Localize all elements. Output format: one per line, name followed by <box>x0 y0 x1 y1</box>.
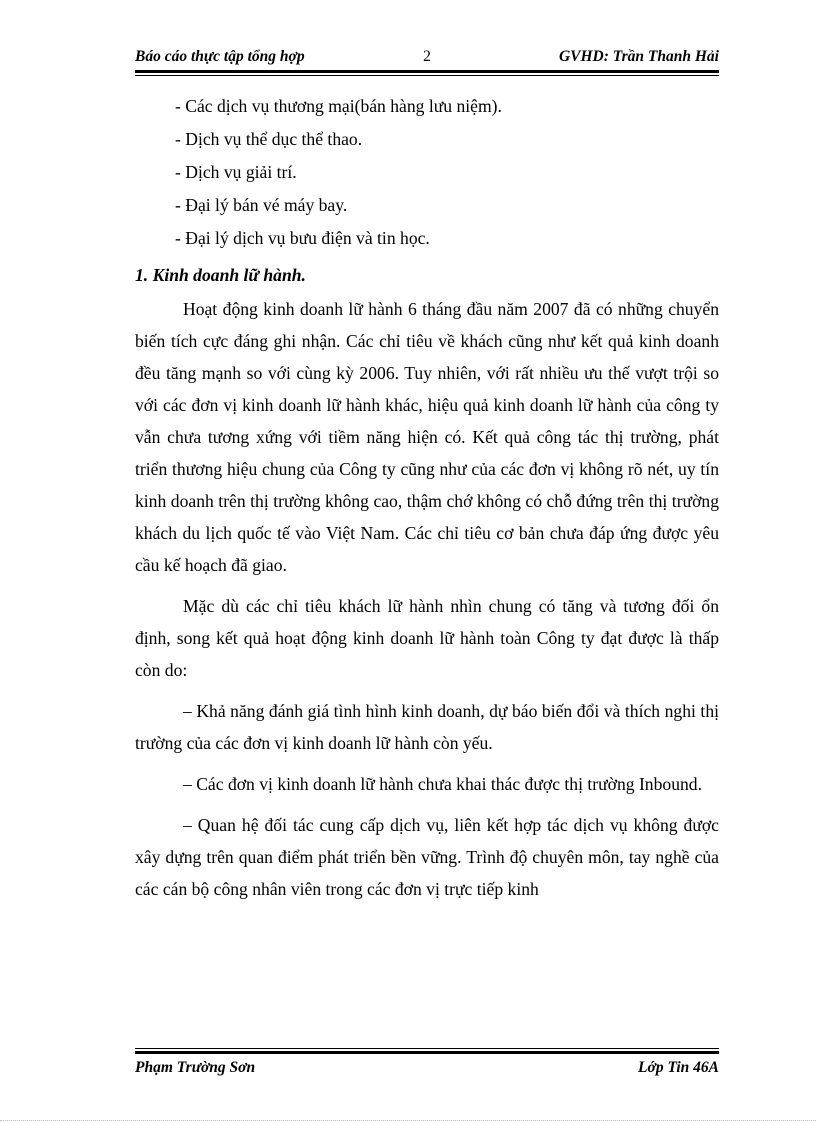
page-body <box>135 90 719 914</box>
paragraph: Mặc dù các chỉ tiêu khách lữ hành nhìn chung có tăng và tương đối ổn định, song kết quả hoạt động kinh doanh lữ hành toàn Công ty đạt được là thấp còn do: <box>135 596 719 680</box>
header-supervisor: GVHD: Trần Thanh Hải <box>558 48 719 65</box>
paragraph: – Quan hệ đối tác cung cấp dịch vụ, liên kết hợp tác dịch vụ không được xây dựng trên quan điểm phát triển bền vững. Trình độ chuyên môn, tay nghề của các cán bộ công nhân viên trong các đơn vị trực tiếp kinh <box>135 815 719 899</box>
bullet-item: - Đại lý bán vé máy bay. <box>175 195 348 215</box>
paragraph: – Các đơn vị kinh doanh lữ hành chưa khai thác được thị trường Inbound. <box>183 774 702 794</box>
section-heading: 1. Kinh doanh lữ hành. <box>135 265 306 285</box>
page-edge-divider <box>0 1120 816 1121</box>
footer-class: Lớp Tin 46A <box>638 1059 719 1076</box>
header-report-title: Báo cáo thực tập tổng hợp <box>135 48 305 65</box>
bullet-item: - Các dịch vụ thương mại(bán hàng lưu niệm). <box>175 96 502 116</box>
page-header <box>135 48 719 70</box>
paragraph: – Khả năng đánh giá tình hình kinh doanh, dự báo biến đổi và thích nghi thị trường của các đơn vị kinh doanh lữ hành còn yếu. <box>135 701 719 753</box>
header-rule-thick <box>135 70 719 73</box>
bullet-item: - Dịch vụ giải trí. <box>175 162 297 182</box>
header-rule-thin <box>135 75 719 76</box>
page-footer <box>135 1059 719 1081</box>
bullet-item: - Đại lý dịch vụ bưu điện và tin học. <box>175 228 430 248</box>
footer-author: Phạm Trường Sơn <box>135 1059 256 1076</box>
footer-rule-thin <box>135 1048 719 1049</box>
header-page-number: 2 <box>423 48 431 65</box>
footer-rule-thick <box>135 1051 719 1054</box>
bullet-item: - Dịch vụ thể dục thể thao. <box>175 129 363 149</box>
paragraph: Hoạt động kinh doanh lữ hành 6 tháng đầu năm 2007 đã có những chuyển biến tích cực đáng ghi nhận. Các chỉ tiêu về khách cũng như kết quả kinh doanh đều tăng mạnh so với cùng kỳ 2006. Tuy nhiên, với rất nhiều ưu thế vượt trội so với các đơn vị kinh doanh lữ hành khác, hiệu quả kinh doanh lữ hành của công ty vẫn chưa tương xứng với tiềm năng hiện có. Kết quả công tác thị trường, phát triển thương hiệu chung của Công ty cũng như của các đơn vị không rõ nét, uy tín kinh doanh trên thị trường không cao, thậm chớ không có chỗ đứng trên thị trường khách du lịch quốc tế vào Việt Nam. Các chỉ tiêu cơ bản chưa đáp ứng được yêu cầu kế hoạch đã giao. <box>135 299 719 575</box>
